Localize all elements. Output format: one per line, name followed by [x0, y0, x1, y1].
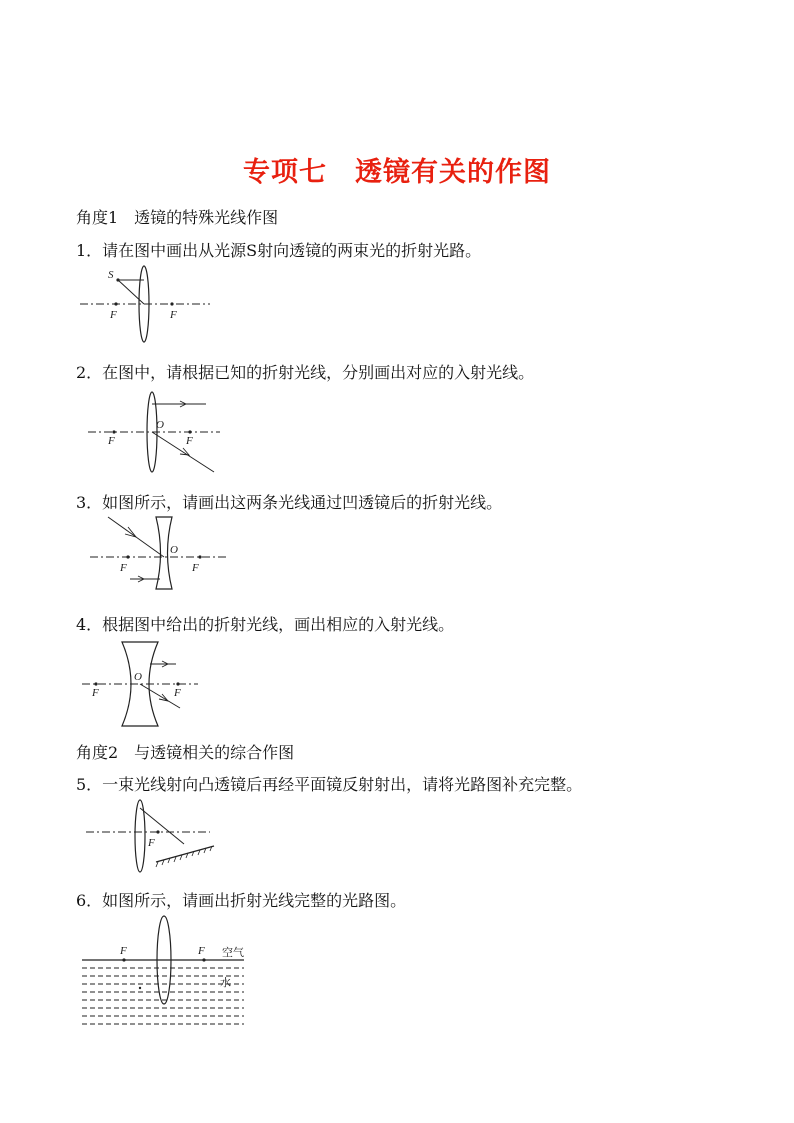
- refracted-ray: [140, 808, 184, 844]
- label-focus: F: [148, 837, 155, 849]
- question-2-text: 2．在图中，请根据已知的折射光线，分别画出对应的入射光线。: [76, 363, 535, 382]
- page-title: 专项七 透镜有关的作图: [243, 157, 551, 188]
- source-point: [116, 278, 119, 281]
- focus-point-left: [126, 555, 129, 558]
- ray-point: [139, 987, 141, 989]
- label-source: S: [108, 269, 114, 281]
- label-focus-right: F: [198, 945, 205, 957]
- focus-point: [156, 830, 159, 833]
- label-focus-right: F: [186, 435, 193, 447]
- figure-5-lens-mirror: [86, 798, 226, 878]
- arrow-icon: [125, 527, 136, 537]
- refracted-ray-oblique: [152, 432, 214, 472]
- label-focus-left: F: [110, 309, 117, 321]
- focus-point-left: [112, 430, 115, 433]
- label-focus-left: F: [120, 562, 127, 574]
- figure-4-concave-lens: [82, 640, 212, 730]
- figure-6-air-water: [82, 912, 262, 1032]
- focus-point-right: [176, 682, 179, 685]
- figure-1-convex-lens: [80, 262, 220, 347]
- label-focus-right: F: [174, 687, 181, 699]
- label-focus-right: F: [170, 309, 177, 321]
- question-5-text: 5．一束光线射向凸透镜后再经平面镜反射射出，请将光路图补充完整。: [76, 775, 583, 794]
- question-6-text: 6．如图所示，请画出折射光线完整的光路图。: [76, 891, 407, 910]
- focus-point-right: [198, 555, 201, 558]
- question-3-text: 3．如图所示，请画出这两条光线通过凹透镜后的折射光线。: [76, 493, 503, 512]
- focus-point-right: [170, 302, 173, 305]
- focus-point-right: [202, 958, 205, 961]
- figure-2-convex-lens: [88, 390, 228, 480]
- figure-3-concave-lens: [90, 513, 240, 598]
- focus-point-right: [188, 430, 191, 433]
- arrow-icon: [159, 694, 168, 701]
- label-center: O: [134, 671, 142, 683]
- question-1-text: 1．请在图中画出从光源S射向透镜的两束光的折射光路。: [76, 241, 482, 260]
- label-focus-right: F: [192, 562, 199, 574]
- focus-point-left: [94, 682, 97, 685]
- label-air: 空气: [222, 946, 244, 959]
- label-focus-left: F: [92, 687, 99, 699]
- focus-point-left: [122, 958, 125, 961]
- focus-point-left: [114, 302, 117, 305]
- section-heading-2: 角度2 与透镜相关的综合作图: [76, 743, 295, 762]
- label-center: O: [170, 544, 178, 556]
- plane-mirror: [156, 846, 214, 862]
- label-water: 水: [220, 976, 231, 989]
- label-focus-left: F: [108, 435, 115, 447]
- question-4-text: 4．根据图中给出的折射光线，画出相应的入射光线。: [76, 615, 455, 634]
- label-center: O: [156, 419, 164, 431]
- section-heading-1: 角度1 透镜的特殊光线作图: [76, 208, 279, 227]
- label-focus-left: F: [120, 945, 127, 957]
